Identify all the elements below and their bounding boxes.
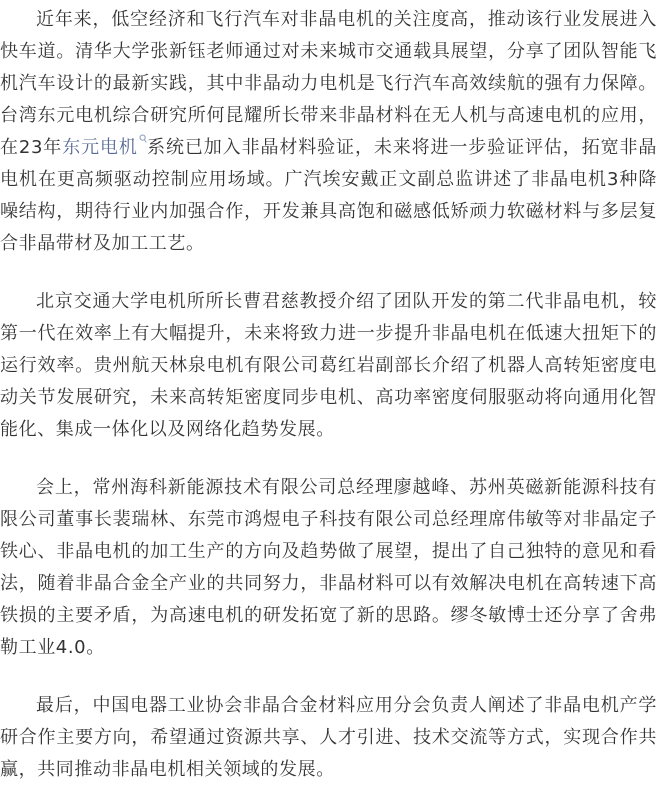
search-icon[interactable]: [139, 134, 147, 144]
paragraph-1-text-after-link: 系统已加入非晶材料验证，未来将进一步验证评估，拓宽非晶电机在更高频驱动控制应用场域。广汽埃安戴正文副总监讲述了非晶电机3种降噪结构，期待行业内加强合作，开发兼具高饱和磁感低矫顽力软磁材料与多层复合非晶带材及加工工艺。: [0, 137, 657, 254]
paragraph-2: 北京交通大学电机所所长曹君慈教授介绍了团队开发的第二代非晶电机，较第一代在效率上有大幅提升，未来将致力进一步提升非晶电机在低速大扭矩下的运行效率。贵州航天林泉电机有限公司葛红岩副部长介绍了机器人高转矩密度电动关节发展研究，未来高转矩密度同步电机、高功率密度伺服驱动将向通用化智能化、集成一体化以及网络化趋势发展。: [0, 291, 657, 440]
paragraph-3: 会上，常州海科新能源技术有限公司总经理廖越峰、苏州英磁新能源科技有限公司董事长裴瑞林、东莞市鸿煜电子科技有限公司总经理席伟敏等对非晶定子铁心、非晶电机的加工生产的方向及趋势做了展望，提出了自己独特的意见和看法，随着非晶合金全产业的共同努力，非晶材料可以有效解决电机在高转速下高铁损的主要矛盾，为高速电机的研发拓宽了新的思路。缪冬敏博士还分享了舍弗勒工业4.0。: [0, 477, 657, 658]
paragraph-1-text-before-link: 近年来，低空经济和飞行汽车对非晶电机的关注度高，推动该行业发展进入快车道。清华大学张新钰老师通过对未来城市交通载具展望，分享了团队智能飞机汽车设计的最新实践，其中非晶动力电机是飞行汽车高效续航的强有力保障。台湾东元电机综合研究所何昆耀所长带来非晶材料在无人机与高速电机的应用，在23年: [0, 9, 657, 158]
paragraph-1: [0, 4, 659, 260]
paragraph-4: 最后，中国电器工业协会非晶合金材料应用分会负责人阐述了非晶电机产学研合作主要方向，希望通过资源共享、人才引进、技术交流等方式，实现合作共赢，共同推动非晶电机相关领域的发展。: [0, 695, 657, 780]
search-link-dongyuan[interactable]: 东元电机: [62, 137, 138, 158]
